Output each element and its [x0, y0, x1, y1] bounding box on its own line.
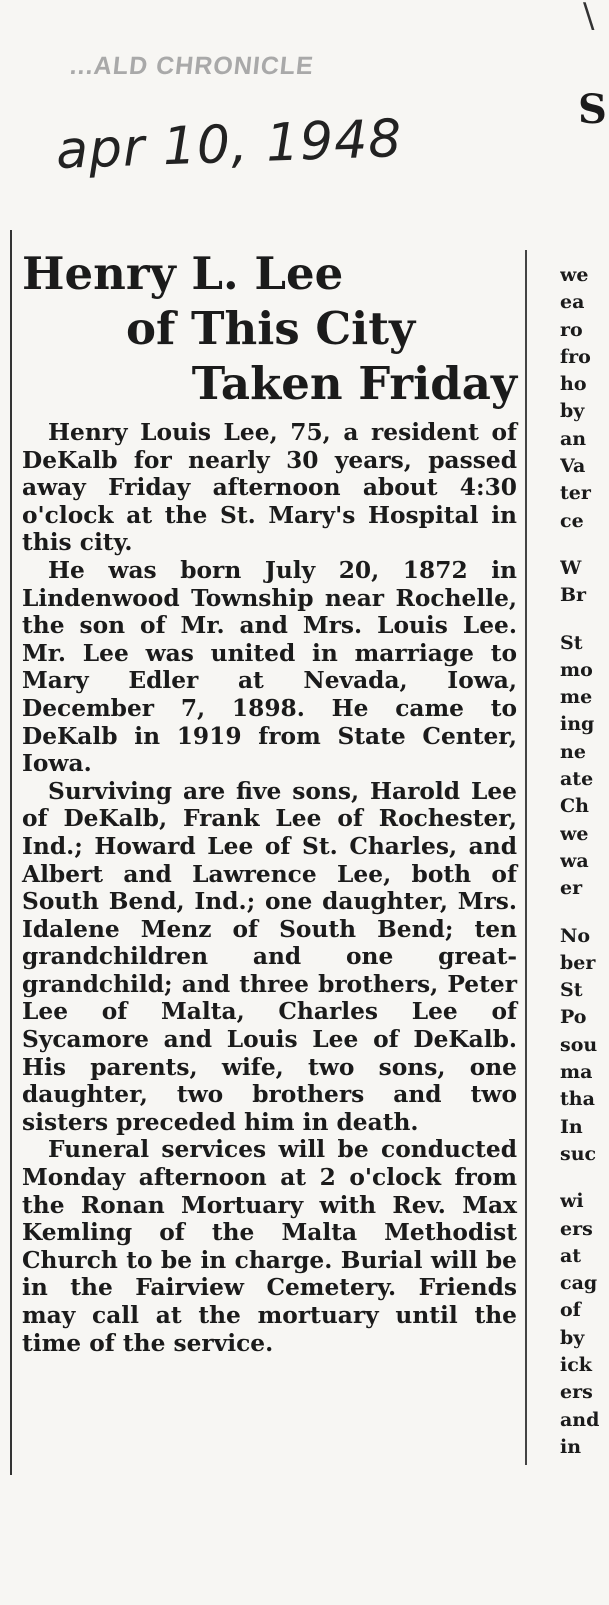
- column-fragment-line: wa: [560, 849, 589, 872]
- column-fragment-line: In: [560, 1115, 583, 1138]
- column-fragment-line: we: [560, 264, 589, 286]
- column-fragment-line: we: [560, 822, 589, 845]
- column-fragment-line: [560, 535, 609, 555]
- right-column-heading: S: [578, 86, 607, 133]
- column-fragment-line: fro: [560, 345, 591, 368]
- column-fragment-line: me: [560, 686, 593, 709]
- column-fragment-line: ce: [560, 509, 584, 532]
- column-fragment-line: ho: [560, 373, 587, 396]
- article-body: [22, 419, 517, 1357]
- column-fragment-line: [560, 610, 609, 630]
- column-fragment-line: sou: [560, 1033, 598, 1056]
- paragraph-survivors: Surviving are five sons, Harold Lee of DeKalb, Frank Lee of Rochester, Ind.; Howard Lee of St. Charles, and Albert and Lawrence Lee, both of South Bend, Ind.; one daughter, Mrs. Idalene Menz of South Bend; ten grandchildren and one great-grandchild; and three brothers, Peter Lee of Malta, Charles Lee of Sycamore and Louis Lee of DeKalb. His parents, wife, two sons, one daughter, two brothers and two sisters preceded him in death.: [22, 777, 517, 1136]
- headline-line-3: Taken Friday: [191, 357, 517, 410]
- column-fragment-line: at: [560, 1244, 582, 1267]
- column-fragment-line: ea: [560, 291, 585, 314]
- column-fragment-line: in: [560, 1435, 582, 1458]
- column-fragment-line: Br: [560, 584, 587, 607]
- column-fragment-line: cag: [560, 1272, 598, 1295]
- column-fragment-line: No: [560, 924, 591, 947]
- column-fragment-line: ber: [560, 951, 596, 974]
- left-column-rule: [10, 230, 12, 1475]
- column-fragment-line: mo: [560, 658, 593, 681]
- column-fragment-line: Po: [560, 1006, 587, 1029]
- adjacent-column-fragments: [560, 262, 609, 1461]
- column-fragment-line: Va: [560, 455, 586, 478]
- column-fragment-line: wi: [560, 1190, 584, 1213]
- column-fragment-line: ma: [560, 1061, 593, 1084]
- column-fragment-line: by: [560, 400, 585, 423]
- column-fragment-line: ate: [560, 768, 594, 791]
- column-fragment-line: ter: [560, 482, 591, 505]
- headline-line-2: of This City: [126, 302, 416, 355]
- column-fragment-line: ro: [560, 318, 583, 341]
- column-fragment-line: Ch: [560, 795, 589, 818]
- column-fragment-line: an: [560, 427, 587, 450]
- column-fragment-line: by: [560, 1326, 585, 1349]
- corner-mark: \: [583, 0, 595, 36]
- headline-line-1: Henry L. Lee: [22, 247, 344, 300]
- paragraph-death-notice: Henry Louis Lee, 75, a resident of DeKalb for nearly 30 years, passed away Friday afternoon about 4:30 o'clock at the St. Mary's Hospital in this city.: [22, 419, 517, 557]
- paragraph-funeral: Funeral services will be conducted Monday afternoon at 2 o'clock from the Ronan Mortuary with Rev. Max Kemling of the Malta Methodist Church to be in charge. Burial will be in the Fairview Cemetery. Friends may call at the mortuary until the time of the service.: [22, 1136, 517, 1357]
- column-fragment-line: and: [560, 1408, 600, 1431]
- column-fragment-line: ick: [560, 1353, 592, 1376]
- column-fragment-line: ne: [560, 740, 586, 763]
- column-fragment-line: St: [560, 979, 583, 1002]
- column-fragment-line: ers: [560, 1217, 593, 1240]
- column-fragment-line: tha: [560, 1088, 595, 1111]
- obituary-article: [22, 246, 517, 1357]
- column-fragment-line: [560, 903, 609, 923]
- masthead-stamp: ...ALD CHRONICLE: [68, 52, 316, 80]
- column-fragment-line: er: [560, 877, 583, 900]
- column-fragment-line: W: [560, 556, 582, 579]
- column-fragment-line: [560, 1168, 609, 1188]
- column-fragment-line: ers: [560, 1381, 593, 1404]
- column-fragment-line: ing: [560, 713, 595, 736]
- column-fragment-line: of: [560, 1299, 581, 1322]
- column-fragment-line: St: [560, 631, 583, 654]
- handwritten-date: apr 10, 1948: [55, 108, 404, 182]
- paragraph-biography: He was born July 20, 1872 in Lindenwood Township near Rochelle, the son of Mr. and Mrs. Louis Lee. Mr. Lee was united in marriage to Mary Edler at Nevada, Iowa, December 7, 1898. He came to DeKalb in 1919 from State Center, Iowa.: [22, 556, 517, 778]
- column-fragment-line: suc: [560, 1142, 597, 1165]
- right-column-rule: [525, 250, 527, 1465]
